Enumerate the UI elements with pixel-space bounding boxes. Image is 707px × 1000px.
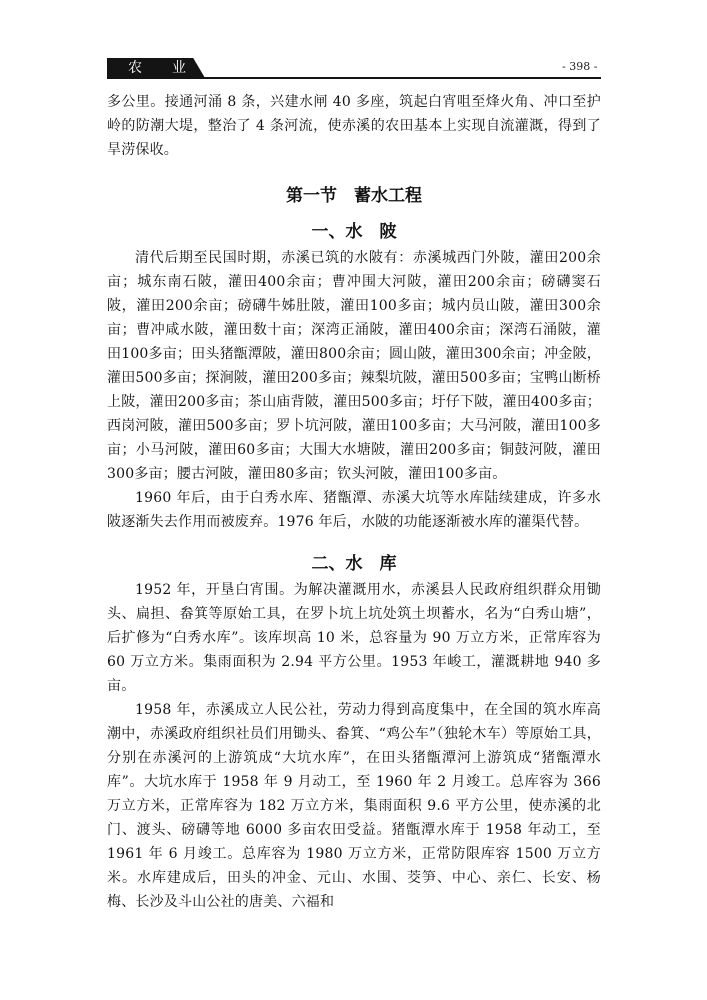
subsection-title-water-weir: 一、水 陂 [311,222,397,242]
header-rule [107,77,601,79]
page-body [107,90,601,914]
paragraph: 清代后期至民国时期，赤溪已筑的水陂有：赤溪城西门外陂，灌田200余亩；城东南石陂，灌田400余亩；曹冲围大河陂，灌田200余亩；磅礴窦石陂，灌田200余亩；磅礴牛姊肚陂，灌田100多亩；城内员山陂，灌田300余亩；曹冲咸水陂，灌田数十亩；深湾正涌陂，灌田400余亩；深湾石涌陂，灌田100多亩；田头猪甑潭陂，灌田800余亩；圆山陂，灌田300余亩；冲金陂，灌田500多亩；探涧陂，灌田200多亩；辣梨坑陂，灌田500多亩；宝鸭山断桥上陂，灌田200多亩；茶山庙背陂，灌田500多亩；圩仔下陂，灌田400多亩；西岗河陂，灌田500多亩；罗卜坑河陂，灌田100多亩；大马河陂，灌田100多亩；小马河陂，灌田60多亩；大围大水塘陂，灌田200多亩；铜鼓河陂，灌田300多亩；腰古河陂，灌田80多亩；钦头河陂，灌田100多亩。 [107,250,601,482]
intro-paragraph: 多公里。接通河涌 8 条，兴建水闸 40 多座，筑起白宵咀至烽火角、冲口至护岭的防潮大堤，整治了 4 条河流，使赤溪的农田基本上实现自流灌溉，得到了旱涝保收。 [107,94,601,158]
paragraph: 1952 年，开垦白宵围。为解决灌溉用水，赤溪县人民政府组织群众用锄头、扁担、畚箕等原始工具，在罗卜坑上坑处筑土坝蓄水，名为“白秀山塘”，后扩修为“白秀水库”。该库坝高 10 米，总容量为 90 万立方米，正常库容为 60 万立方米。集雨面积为 2.94 平方公里。1953 年峻工，灌溉耕地 940 多亩。 [107,582,601,694]
subsection-title-reservoir: 二、水 库 [311,554,397,574]
paragraph: 1958 年，赤溪成立人民公社，劳动力得到高度集中，在全国的筑水库高潮中，赤溪政府组织社员们用锄头、畚箕、“鸡公车”（独轮木车）等原始工具，分别在赤溪河的上游筑成“大坑水库”，在田头猪甑潭河上游筑成“猪甑潭水库”。大坑水库于 1958 年 9 月动工，至 1960 年 2 月竣工。总库容为 366 万立方米，正常库容为 182 万立方米，集雨面积 9.6 平方公里，使赤溪的北门、渡头、磅礴等地 6000 多亩农田受益。猪甑潭水库于 1958 年动工，至 1961 年 6 月竣工。总库容为 1980 万立方米，正常防限库容 1500 万立方米。水库建成后，田头的冲金、元山、水围、茭笋、中心、亲仁、长安、杨梅、长沙及斗山公社的唐美、六福和 [107,702,601,910]
paragraph: 1960 年后，由于白秀水库、猪甑潭、赤溪大坑等水库陆续建成，许多水陂逐渐失去作用而被废弃。1976 年后，水陂的功能逐渐被水库的灌渠代替。 [107,490,601,530]
page-number: - 398 - [562,60,598,73]
chapter-title: 农 业 [128,60,194,76]
section-title: 第一节 蓄水工程 [286,186,422,206]
